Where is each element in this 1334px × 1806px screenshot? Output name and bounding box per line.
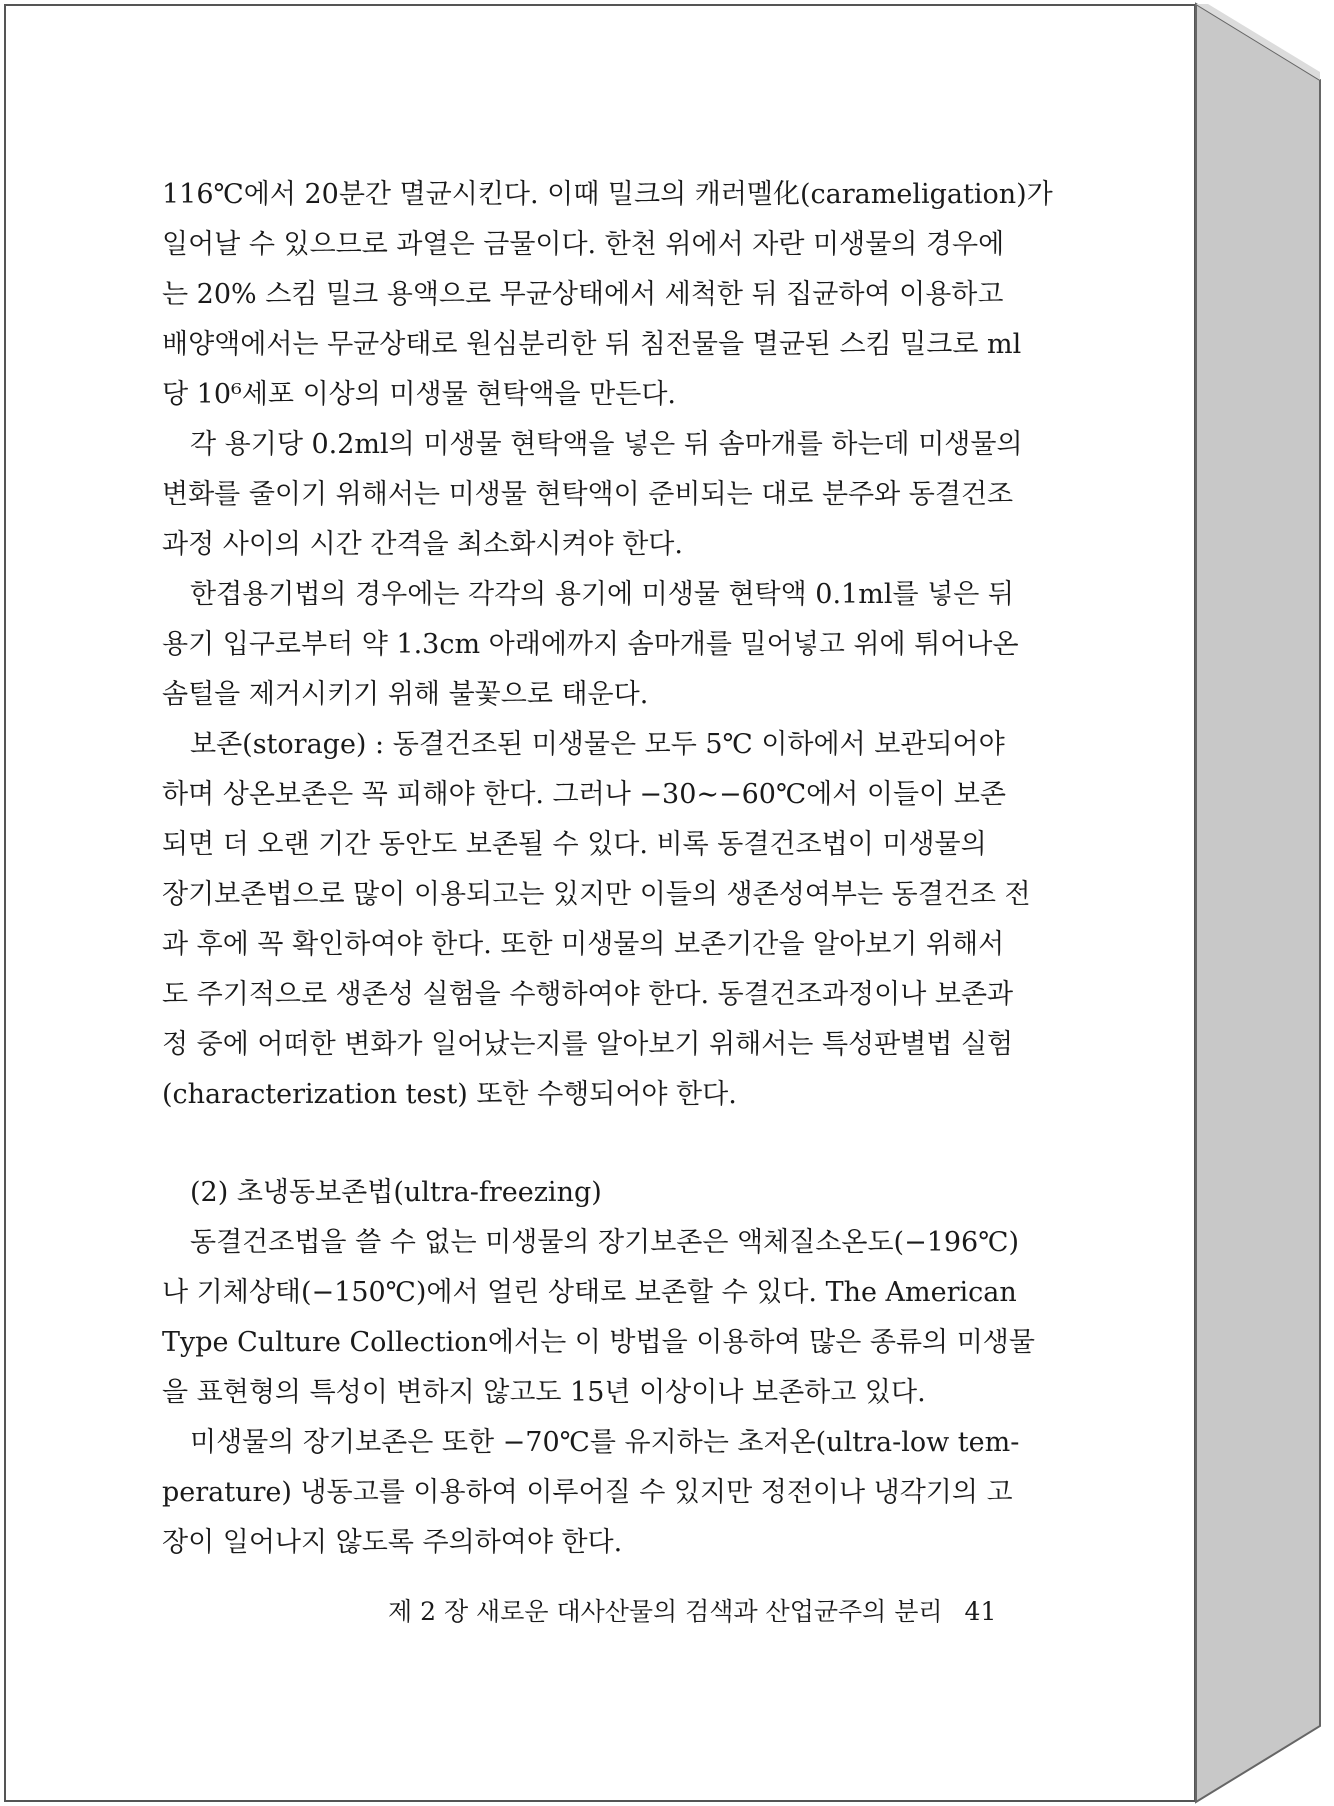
text-line: Type Culture Collection에서는 이 방법을 이용하여 많은 종류의 미생물 [162, 1327, 1035, 1358]
text-line: 정 중에 어떠한 변화가 일어났는지를 알아보기 위해서는 특성판별법 실험 [162, 1029, 1014, 1060]
text-line: 장기보존법으로 많이 이용되고는 있지만 이들의 생존성여부는 동결건조 전 [162, 879, 1031, 910]
text-line: perature) 냉동고를 이용하여 이루어질 수 있지만 정전이나 냉각기의 고 [162, 1477, 1013, 1508]
section-heading: (2) 초냉동보존법(ultra-freezing) [190, 1177, 602, 1208]
page-body [162, 170, 1053, 1568]
text-line: 을 표현형의 특성이 변하지 않고도 15년 이상이나 보존하고 있다. [162, 1377, 926, 1408]
text-line: 당 10⁶세포 이상의 미생물 현탁액을 만든다. [162, 379, 676, 410]
text-line: 보존(storage) : 동결건조된 미생물은 모두 5℃ 이하에서 보관되어야 [190, 729, 1005, 760]
text-line: 과 후에 꼭 확인하여야 한다. 또한 미생물의 보존기간을 알아보기 위해서 [162, 929, 1005, 960]
text-line: 용기 입구로부터 약 1.3cm 아래에까지 솜마개를 밀어넣고 위에 튀어나온 [162, 629, 1019, 660]
text-line: 과정 사이의 시간 간격을 최소화시켜야 한다. [162, 529, 683, 560]
page-footer [388, 1592, 1008, 1628]
text-line: 일어날 수 있으므로 과열은 금물이다. 한천 위에서 자란 미생물의 경우에 [162, 229, 1005, 260]
text-line: 116℃에서 20분간 멸균시킨다. 이때 밀크의 캐러멜化(carameligation)가 [162, 179, 1053, 210]
text-line: 하며 상온보존은 꼭 피해야 한다. 그러나 −30∼−60℃에서 이들이 보존 [162, 779, 1006, 810]
text-line: 장이 일어나지 않도록 주의하여야 한다. [162, 1527, 623, 1558]
text-line: 도 주기적으로 생존성 실험을 수행하여야 한다. 동결건조과정이나 보존과 [162, 979, 1014, 1010]
text-line: 배양액에서는 무균상태로 원심분리한 뒤 침전물을 멸균된 스킴 밀크로 ml [162, 329, 1022, 360]
chapter-title: 제 2 장 새로운 대사산물의 검색과 산업균주의 분리 [388, 1597, 943, 1626]
text-line: 변화를 줄이기 위해서는 미생물 현탁액이 준비되는 대로 분주와 동결건조 [162, 479, 1014, 510]
text-line: 미생물의 장기보존은 또한 −70℃를 유지하는 초저온(ultra-low tem- [190, 1427, 1020, 1458]
text-line: 되면 더 오랜 기간 동안도 보존될 수 있다. 비록 동결건조법이 미생물의 [162, 829, 987, 860]
text-line: 나 기체상태(−150℃)에서 얼린 상태로 보존할 수 있다. The American [162, 1277, 1017, 1308]
text-line: 솜털을 제거시키기 위해 불꽃으로 태운다. [162, 679, 649, 710]
page-number: 41 [964, 1597, 997, 1626]
text-line: 각 용기당 0.2ml의 미생물 현탁액을 넣은 뒤 솜마개를 하는데 미생물의 [190, 429, 1023, 460]
text-line: 한겹용기법의 경우에는 각각의 용기에 미생물 현탁액 0.1ml를 넣은 뒤 [190, 579, 1014, 610]
text-line: 동결건조법을 쓸 수 없는 미생물의 장기보존은 액체질소온도(−196℃) [190, 1227, 1019, 1258]
text-line: (characterization test) 또한 수행되어야 한다. [162, 1079, 737, 1110]
text-line: 는 20% 스킴 밀크 용액으로 무균상태에서 세척한 뒤 집균하여 이용하고 [162, 279, 1004, 310]
